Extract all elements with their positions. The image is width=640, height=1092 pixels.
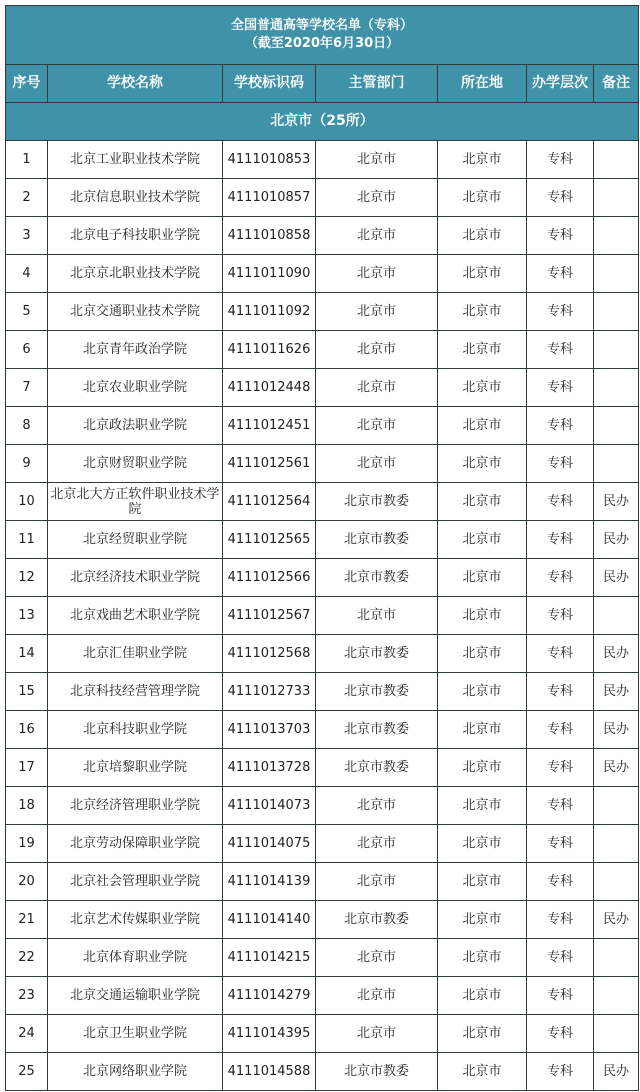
title-line-1: 全国普通高等学校名单（专科）: [231, 18, 414, 33]
table-row: [6, 635, 639, 673]
cell-school-name: 北京工业职业技术学院: [48, 141, 223, 179]
cell-department: 北京市教委: [316, 521, 438, 559]
cell-level: 专科: [527, 901, 594, 939]
cell-school-code: 4111012561: [223, 445, 316, 483]
cell-school-code: 4111012448: [223, 369, 316, 407]
cell-school-name: 北京电子科技职业学院: [48, 217, 223, 255]
table-row: [6, 521, 639, 559]
cell-school-name: 北京交通职业技术学院: [48, 293, 223, 331]
cell-index: 16: [6, 711, 48, 749]
cell-notes: [594, 1015, 639, 1053]
cell-notes: [594, 597, 639, 635]
cell-index: 18: [6, 787, 48, 825]
cell-school-code: 4111014588: [223, 1053, 316, 1091]
table-row: [6, 141, 639, 179]
cell-location: 北京市: [438, 141, 527, 179]
cell-level: 专科: [527, 483, 594, 521]
cell-department: 北京市: [316, 1015, 438, 1053]
cell-index: 22: [6, 939, 48, 977]
cell-school-name: 北京体育职业学院: [48, 939, 223, 977]
cell-department: 北京市: [316, 293, 438, 331]
cell-index: 25: [6, 1053, 48, 1091]
cell-notes: [594, 407, 639, 445]
cell-index: 14: [6, 635, 48, 673]
cell-school-name: 北京戏曲艺术职业学院: [48, 597, 223, 635]
cell-notes: 民办: [594, 521, 639, 559]
cell-school-name: 北京财贸职业学院: [48, 445, 223, 483]
cell-location: 北京市: [438, 749, 527, 787]
cell-school-code: 4111012733: [223, 673, 316, 711]
cell-index: 5: [6, 293, 48, 331]
cell-level: 专科: [527, 673, 594, 711]
cell-school-name: 北京培黎职业学院: [48, 749, 223, 787]
cell-level: 专科: [527, 407, 594, 445]
cell-location: 北京市: [438, 635, 527, 673]
cell-department: 北京市: [316, 977, 438, 1015]
table-row: [6, 901, 639, 939]
cell-school-code: 4111012567: [223, 597, 316, 635]
table-row: [6, 939, 639, 977]
cell-location: 北京市: [438, 407, 527, 445]
cell-index: 23: [6, 977, 48, 1015]
cell-school-code: 4111010858: [223, 217, 316, 255]
cell-location: 北京市: [438, 559, 527, 597]
cell-location: 北京市: [438, 331, 527, 369]
cell-location: 北京市: [438, 711, 527, 749]
cell-notes: [594, 217, 639, 255]
cell-index: 2: [6, 179, 48, 217]
region-row: [6, 103, 639, 141]
cell-school-name: 北京农业职业学院: [48, 369, 223, 407]
cell-index: 11: [6, 521, 48, 559]
cell-department: 北京市: [316, 863, 438, 901]
cell-notes: 民办: [594, 635, 639, 673]
cell-department: 北京市: [316, 331, 438, 369]
cell-school-name: 北京汇佳职业学院: [48, 635, 223, 673]
cell-level: 专科: [527, 293, 594, 331]
cell-index: 15: [6, 673, 48, 711]
table-row: [6, 787, 639, 825]
cell-notes: 民办: [594, 559, 639, 597]
cell-department: 北京市教委: [316, 635, 438, 673]
cell-department: 北京市: [316, 217, 438, 255]
cell-level: 专科: [527, 863, 594, 901]
cell-index: 19: [6, 825, 48, 863]
cell-notes: 民办: [594, 901, 639, 939]
cell-school-code: 4111011092: [223, 293, 316, 331]
cell-index: 3: [6, 217, 48, 255]
cell-school-code: 4111014279: [223, 977, 316, 1015]
cell-department: 北京市: [316, 597, 438, 635]
table-row: [6, 179, 639, 217]
cell-level: 专科: [527, 939, 594, 977]
cell-school-name: 北京青年政治学院: [48, 331, 223, 369]
cell-school-code: 4111014139: [223, 863, 316, 901]
cell-department: 北京市: [316, 445, 438, 483]
cell-school-code: 4111014140: [223, 901, 316, 939]
cell-index: 12: [6, 559, 48, 597]
table-title-row: [6, 6, 639, 65]
cell-school-name: 北京京北职业技术学院: [48, 255, 223, 293]
cell-notes: [594, 293, 639, 331]
cell-school-name: 北京科技职业学院: [48, 711, 223, 749]
cell-level: 专科: [527, 977, 594, 1015]
school-list-table: [5, 5, 639, 1091]
cell-school-name: 北京科技经营管理学院: [48, 673, 223, 711]
cell-notes: 民办: [594, 749, 639, 787]
table-row: [6, 255, 639, 293]
header-index: 序号: [6, 65, 48, 103]
cell-location: 北京市: [438, 901, 527, 939]
cell-department: 北京市教委: [316, 901, 438, 939]
cell-location: 北京市: [438, 369, 527, 407]
cell-level: 专科: [527, 1053, 594, 1091]
cell-location: 北京市: [438, 293, 527, 331]
header-notes: 备注: [594, 65, 639, 103]
table-row: [6, 825, 639, 863]
cell-level: 专科: [527, 825, 594, 863]
table-row: [6, 483, 639, 521]
cell-location: 北京市: [438, 445, 527, 483]
cell-school-name: 北京经济技术职业学院: [48, 559, 223, 597]
cell-school-name: 北京北大方正软件职业技术学院: [48, 483, 223, 521]
title-line-2: （截至2020年6月30日）: [244, 36, 400, 51]
cell-school-code: 4111012568: [223, 635, 316, 673]
cell-index: 21: [6, 901, 48, 939]
cell-location: 北京市: [438, 179, 527, 217]
cell-index: 24: [6, 1015, 48, 1053]
cell-location: 北京市: [438, 825, 527, 863]
cell-notes: [594, 369, 639, 407]
table-row: [6, 711, 639, 749]
cell-school-code: 4111014215: [223, 939, 316, 977]
cell-notes: [594, 255, 639, 293]
cell-department: 北京市: [316, 141, 438, 179]
cell-level: 专科: [527, 597, 594, 635]
table-row: [6, 559, 639, 597]
table-row: [6, 863, 639, 901]
cell-location: 北京市: [438, 863, 527, 901]
cell-location: 北京市: [438, 673, 527, 711]
cell-notes: 民办: [594, 483, 639, 521]
cell-school-code: 4111012451: [223, 407, 316, 445]
region-label: 北京市（25所）: [6, 103, 639, 141]
cell-department: 北京市教委: [316, 559, 438, 597]
cell-level: 专科: [527, 179, 594, 217]
cell-index: 7: [6, 369, 48, 407]
cell-index: 1: [6, 141, 48, 179]
cell-school-code: 4111013728: [223, 749, 316, 787]
table-row: [6, 977, 639, 1015]
cell-level: 专科: [527, 217, 594, 255]
cell-level: 专科: [527, 1015, 594, 1053]
cell-notes: [594, 787, 639, 825]
cell-school-name: 北京劳动保障职业学院: [48, 825, 223, 863]
cell-school-code: 4111014073: [223, 787, 316, 825]
cell-index: 8: [6, 407, 48, 445]
cell-school-code: 4111012566: [223, 559, 316, 597]
table-row: [6, 331, 639, 369]
cell-department: 北京市: [316, 255, 438, 293]
cell-notes: [594, 825, 639, 863]
cell-school-name: 北京信息职业技术学院: [48, 179, 223, 217]
header-department: 主管部门: [316, 65, 438, 103]
cell-level: 专科: [527, 141, 594, 179]
cell-index: 4: [6, 255, 48, 293]
cell-level: 专科: [527, 711, 594, 749]
cell-level: 专科: [527, 787, 594, 825]
cell-school-code: 4111012564: [223, 483, 316, 521]
header-level: 办学层次: [527, 65, 594, 103]
header-school-code: 学校标识码: [223, 65, 316, 103]
cell-level: 专科: [527, 521, 594, 559]
cell-school-name: 北京经济管理职业学院: [48, 787, 223, 825]
cell-notes: 民办: [594, 673, 639, 711]
cell-department: 北京市教委: [316, 673, 438, 711]
table-row: [6, 1015, 639, 1053]
cell-level: 专科: [527, 369, 594, 407]
cell-notes: [594, 863, 639, 901]
cell-notes: [594, 939, 639, 977]
cell-notes: [594, 141, 639, 179]
cell-index: 9: [6, 445, 48, 483]
cell-school-name: 北京政法职业学院: [48, 407, 223, 445]
cell-notes: 民办: [594, 1053, 639, 1091]
cell-level: 专科: [527, 445, 594, 483]
cell-school-code: 4111013703: [223, 711, 316, 749]
cell-index: 6: [6, 331, 48, 369]
table-row: [6, 597, 639, 635]
table-title: [6, 6, 639, 65]
table-row: [6, 293, 639, 331]
cell-notes: [594, 331, 639, 369]
cell-notes: [594, 445, 639, 483]
cell-level: 专科: [527, 559, 594, 597]
cell-location: 北京市: [438, 521, 527, 559]
cell-index: 13: [6, 597, 48, 635]
table-row: [6, 407, 639, 445]
cell-location: 北京市: [438, 1015, 527, 1053]
table-row: [6, 673, 639, 711]
cell-location: 北京市: [438, 255, 527, 293]
table-row: [6, 445, 639, 483]
cell-school-name: 北京经贸职业学院: [48, 521, 223, 559]
cell-department: 北京市教委: [316, 749, 438, 787]
cell-index: 17: [6, 749, 48, 787]
cell-level: 专科: [527, 255, 594, 293]
cell-department: 北京市教委: [316, 1053, 438, 1091]
table-row: [6, 1053, 639, 1091]
cell-school-code: 4111011626: [223, 331, 316, 369]
cell-department: 北京市教委: [316, 483, 438, 521]
cell-school-code: 4111014395: [223, 1015, 316, 1053]
cell-location: 北京市: [438, 787, 527, 825]
cell-level: 专科: [527, 635, 594, 673]
cell-department: 北京市: [316, 787, 438, 825]
header-school-name: 学校名称: [48, 65, 223, 103]
cell-notes: [594, 977, 639, 1015]
cell-level: 专科: [527, 749, 594, 787]
cell-school-name: 北京网络职业学院: [48, 1053, 223, 1091]
header-location: 所在地: [438, 65, 527, 103]
cell-school-name: 北京卫生职业学院: [48, 1015, 223, 1053]
cell-department: 北京市: [316, 939, 438, 977]
cell-school-name: 北京交通运输职业学院: [48, 977, 223, 1015]
table-row: [6, 217, 639, 255]
cell-location: 北京市: [438, 217, 527, 255]
header-row: [6, 65, 639, 103]
cell-location: 北京市: [438, 597, 527, 635]
cell-notes: 民办: [594, 711, 639, 749]
cell-school-name: 北京艺术传媒职业学院: [48, 901, 223, 939]
cell-notes: [594, 179, 639, 217]
cell-school-code: 4111010853: [223, 141, 316, 179]
cell-department: 北京市教委: [316, 711, 438, 749]
cell-school-code: 4111012565: [223, 521, 316, 559]
cell-school-code: 4111014075: [223, 825, 316, 863]
cell-location: 北京市: [438, 1053, 527, 1091]
cell-index: 20: [6, 863, 48, 901]
cell-index: 10: [6, 483, 48, 521]
cell-location: 北京市: [438, 483, 527, 521]
cell-school-name: 北京社会管理职业学院: [48, 863, 223, 901]
cell-school-code: 4111010857: [223, 179, 316, 217]
cell-department: 北京市: [316, 179, 438, 217]
cell-level: 专科: [527, 331, 594, 369]
cell-school-code: 4111011090: [223, 255, 316, 293]
table-row: [6, 369, 639, 407]
cell-location: 北京市: [438, 977, 527, 1015]
cell-department: 北京市: [316, 369, 438, 407]
table-row: [6, 749, 639, 787]
cell-location: 北京市: [438, 939, 527, 977]
cell-department: 北京市: [316, 825, 438, 863]
cell-department: 北京市: [316, 407, 438, 445]
